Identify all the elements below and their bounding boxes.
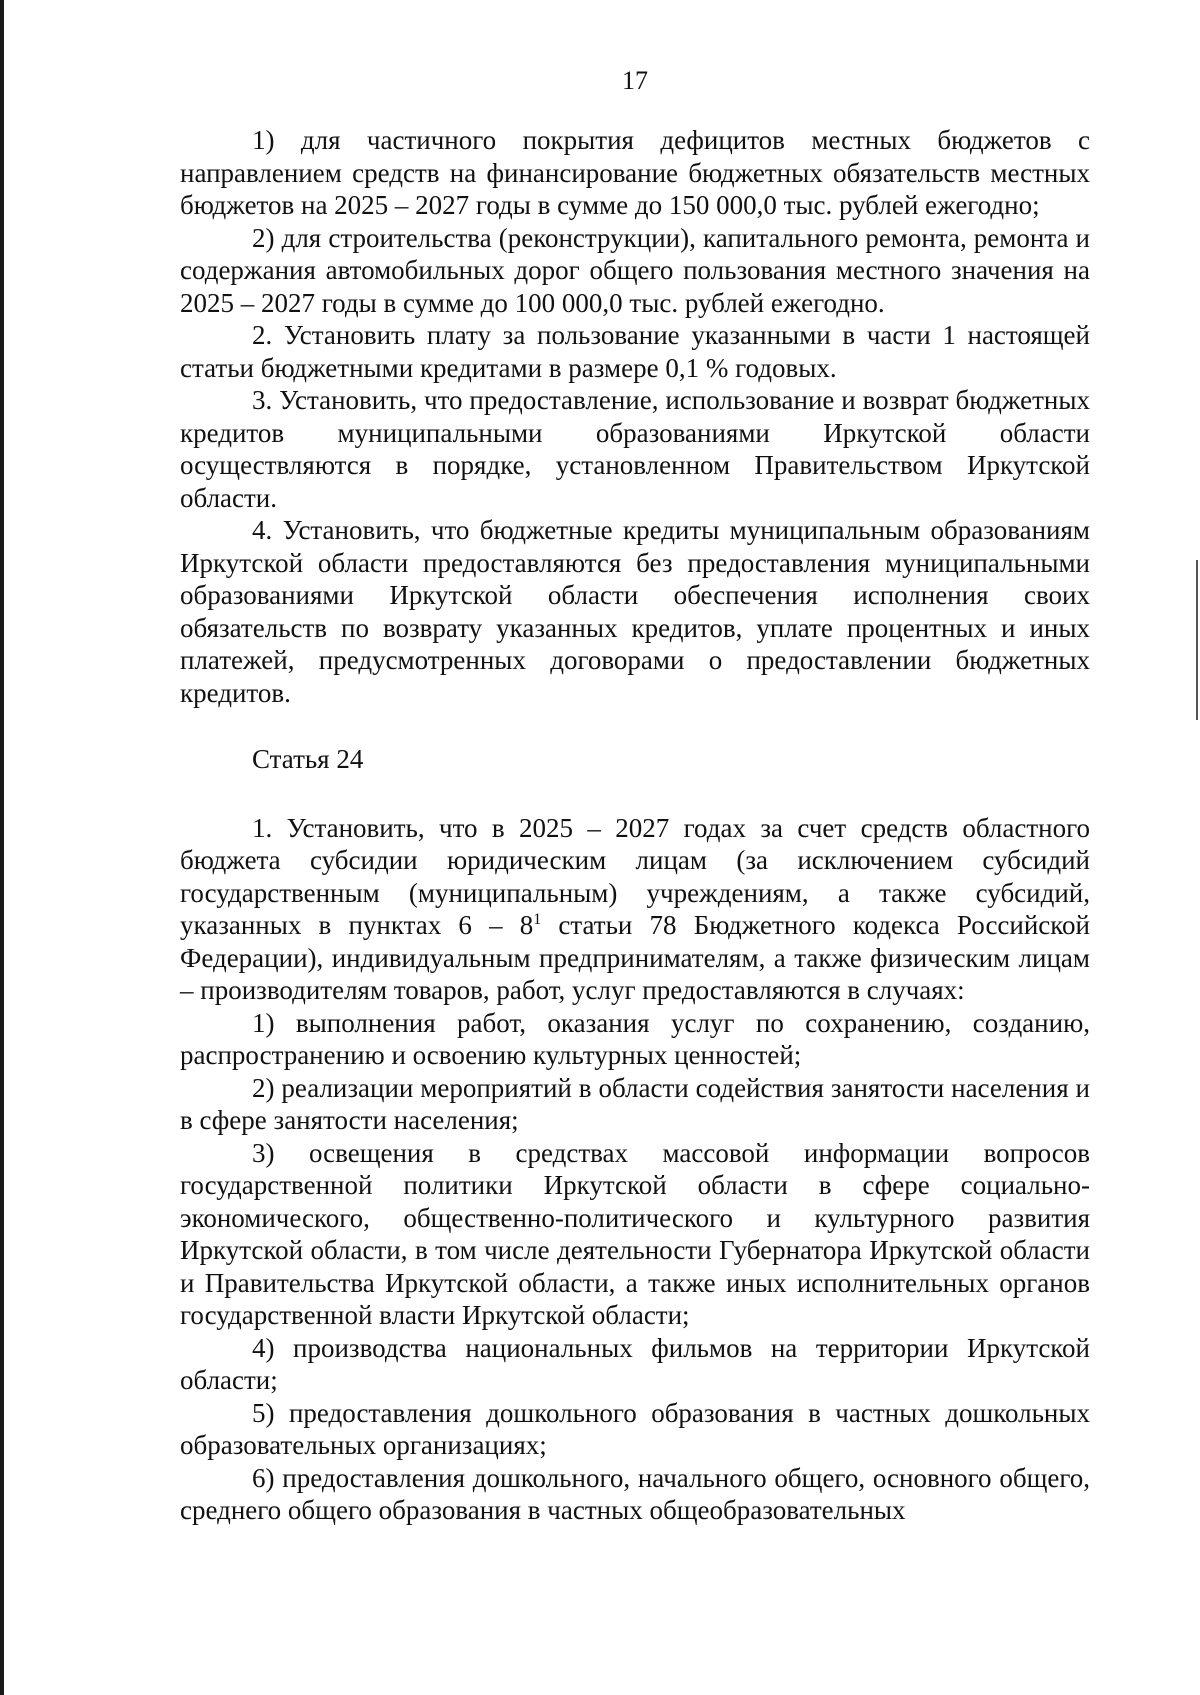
scan-right-mark <box>1196 560 1198 720</box>
article-item-5: 5) предоставления дошкольного образования в частных дошкольных образовательных организациях; <box>180 1397 1090 1460</box>
paragraph-1-item-1: 1) для частичного покрытия дефицитов местных бюджетов с направлением средств на финансирование бюджетных обязательств местных бюджетов на 2025 – 2027 годы в сумме до 150 000,0 тыс. рублей ежегодно; <box>180 125 1090 220</box>
document-body <box>180 124 1090 1527</box>
article-intro <box>180 812 1090 1007</box>
article-intro-part-1: 1. Установить, что в 2025 – 2027 годах за счет средств областного бюджета субсидии юридическим лицам (за исключением субсидий государственным (муниципальным) учреждениям, а также субсидий, указанных в пунктах 6 – 8 <box>180 812 1090 940</box>
article-intro-part-2: статьи 78 Бюджетного кодекса Российской Федерации), индивидуальным предпринимателям, а также физическим лицам – производителям товаров, работ, услуг предоставляются в случаях: <box>180 910 1090 1005</box>
scan-left-edge <box>0 0 4 1695</box>
paragraph-1-item-2: 2) для строительства (реконструкции), капитального ремонта, ремонта и содержания автомобильных дорог общего пользования местного значения на 2025 – 2027 годы в сумме до 100 000,0 тыс. рублей ежегодно. <box>180 222 1090 318</box>
article-item-6: 6) предоставления дошкольного, начального общего, основного общего, среднего общего образования в частных общеобразовательных <box>180 1462 1090 1525</box>
article-item-4: 4) производства национальных фильмов на территории Иркутской области; <box>180 1332 1090 1395</box>
article-item-1: 1) выполнения работ, оказания услуг по сохранению, созданию, распространению и освоению культурных ценностей; <box>180 1007 1090 1070</box>
article-intro-superscript: 1 <box>533 911 542 928</box>
paragraph-4: 4. Установить, что бюджетные кредиты муниципальным образованиям Иркутской области предоставляются без предоставления муниципальными образованиями Иркутской области обеспечения исполнения своих обязательств по возврату указанных кредитов, уплате процентных и иных платежей, предусмотренных договорами о предоставлении бюджетных кредитов. <box>180 515 1090 708</box>
paragraph-3: 3. Установить, что предоставление, использование и возврат бюджетных кредитов муниципальными образованиями Иркутской области осуществляются в порядке, установленном Правительством Иркутской области. <box>180 385 1090 513</box>
page-number: 17 <box>622 66 648 95</box>
article-item-3: 3) освещения в средствах массовой информации вопросов государственной политики Иркутской области в сфере социально-экономического, общественно-политического и культурного развития Иркутской области, в том числе деятельности Губернатора Иркутской области и Правительства Иркутской области, а также иных исполнительных органов государственной власти Иркутской области; <box>180 1137 1090 1330</box>
article-heading: Статья 24 <box>252 744 364 774</box>
spacer <box>180 709 1090 743</box>
spacer <box>180 776 1090 812</box>
paragraph-2: 2. Установить плату за пользование указанными в части 1 настоящей статьи бюджетными кредитами в размере 0,1 % годовых. <box>180 320 1090 383</box>
article-item-2: 2) реализации мероприятий в области содействия занятости населения и в сфере занятости населения; <box>180 1072 1090 1135</box>
